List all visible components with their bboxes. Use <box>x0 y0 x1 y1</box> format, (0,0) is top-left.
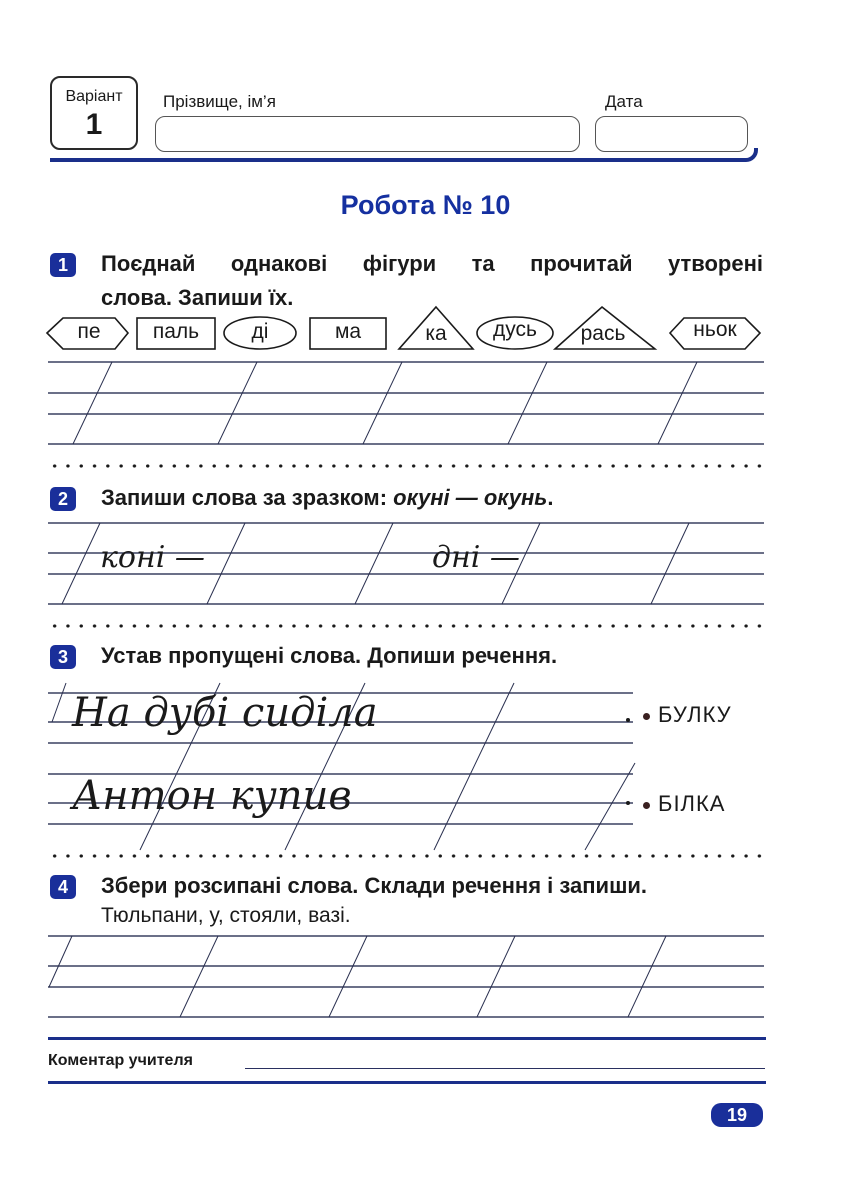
shape-word-dus: дусь <box>493 318 537 341</box>
task-1-instruction-line1: Поєднай однакові фігури та прочитай утворені <box>101 251 763 276</box>
option-bulku <box>643 702 732 728</box>
bullet-icon <box>643 713 650 720</box>
option-bilka <box>643 791 725 817</box>
task-1-badge: 1 <box>50 253 76 277</box>
task-4-badge: 4 <box>50 875 76 899</box>
task-2-instruction-end: . <box>547 485 554 510</box>
task-3-instruction: Устав пропущені слова. Допиши речення. <box>101 643 558 668</box>
shape-word-pe: пе <box>77 320 101 343</box>
name-label: Прізвище, ім’я <box>163 92 276 111</box>
teacher-comment-field[interactable] <box>245 1068 765 1069</box>
task-4-instruction: Збери розсипані слова. Склади речення і запиши. <box>101 873 648 898</box>
shape-word-ma: ма <box>334 320 362 343</box>
shape-word-ras: рась <box>580 322 626 345</box>
sample-word-koni: коні — <box>100 540 205 575</box>
task-2-instruction-text: Запиши слова за зразком: <box>101 485 394 510</box>
page-number: 19 <box>711 1103 763 1127</box>
sample-word-dni: дні — <box>432 540 520 575</box>
shape-word-ka: ка <box>425 322 447 345</box>
bullet-icon <box>643 802 650 809</box>
task-2-example: окуні — окунь <box>393 485 548 510</box>
task-3-badge: 3 <box>50 645 76 669</box>
shape-word-di: ді <box>251 320 269 343</box>
task-2-badge: 2 <box>50 487 76 511</box>
teacher-comment-label: Коментар учителя <box>48 1052 193 1069</box>
footer-rule-bottom <box>48 1081 766 1084</box>
dotted-separator <box>48 854 766 858</box>
dotted-separator <box>48 624 766 628</box>
shape-word-nok: ньок <box>693 318 737 341</box>
variant-number: 1 <box>85 108 103 141</box>
shape-word-pal: паль <box>152 320 200 343</box>
sentence-1: На дубі сиділа <box>72 690 378 736</box>
task-4-words: Тюльпани, у, стояли, вазі. <box>101 904 351 927</box>
task-2-instruction <box>101 481 553 515</box>
date-label: Дата <box>605 92 643 111</box>
dotted-separator <box>48 464 766 468</box>
page-title: Робота № 10 <box>340 190 511 220</box>
option-bilka-label: БІЛКА <box>658 791 726 816</box>
variant-label: Варіант <box>65 88 123 105</box>
sentence-2: Антон купив <box>72 773 352 819</box>
task-1-instruction-line2: слова. Запиши їх. <box>101 285 294 310</box>
option-bulku-label: БУЛКУ <box>658 702 732 727</box>
footer-rule-top <box>48 1037 766 1040</box>
